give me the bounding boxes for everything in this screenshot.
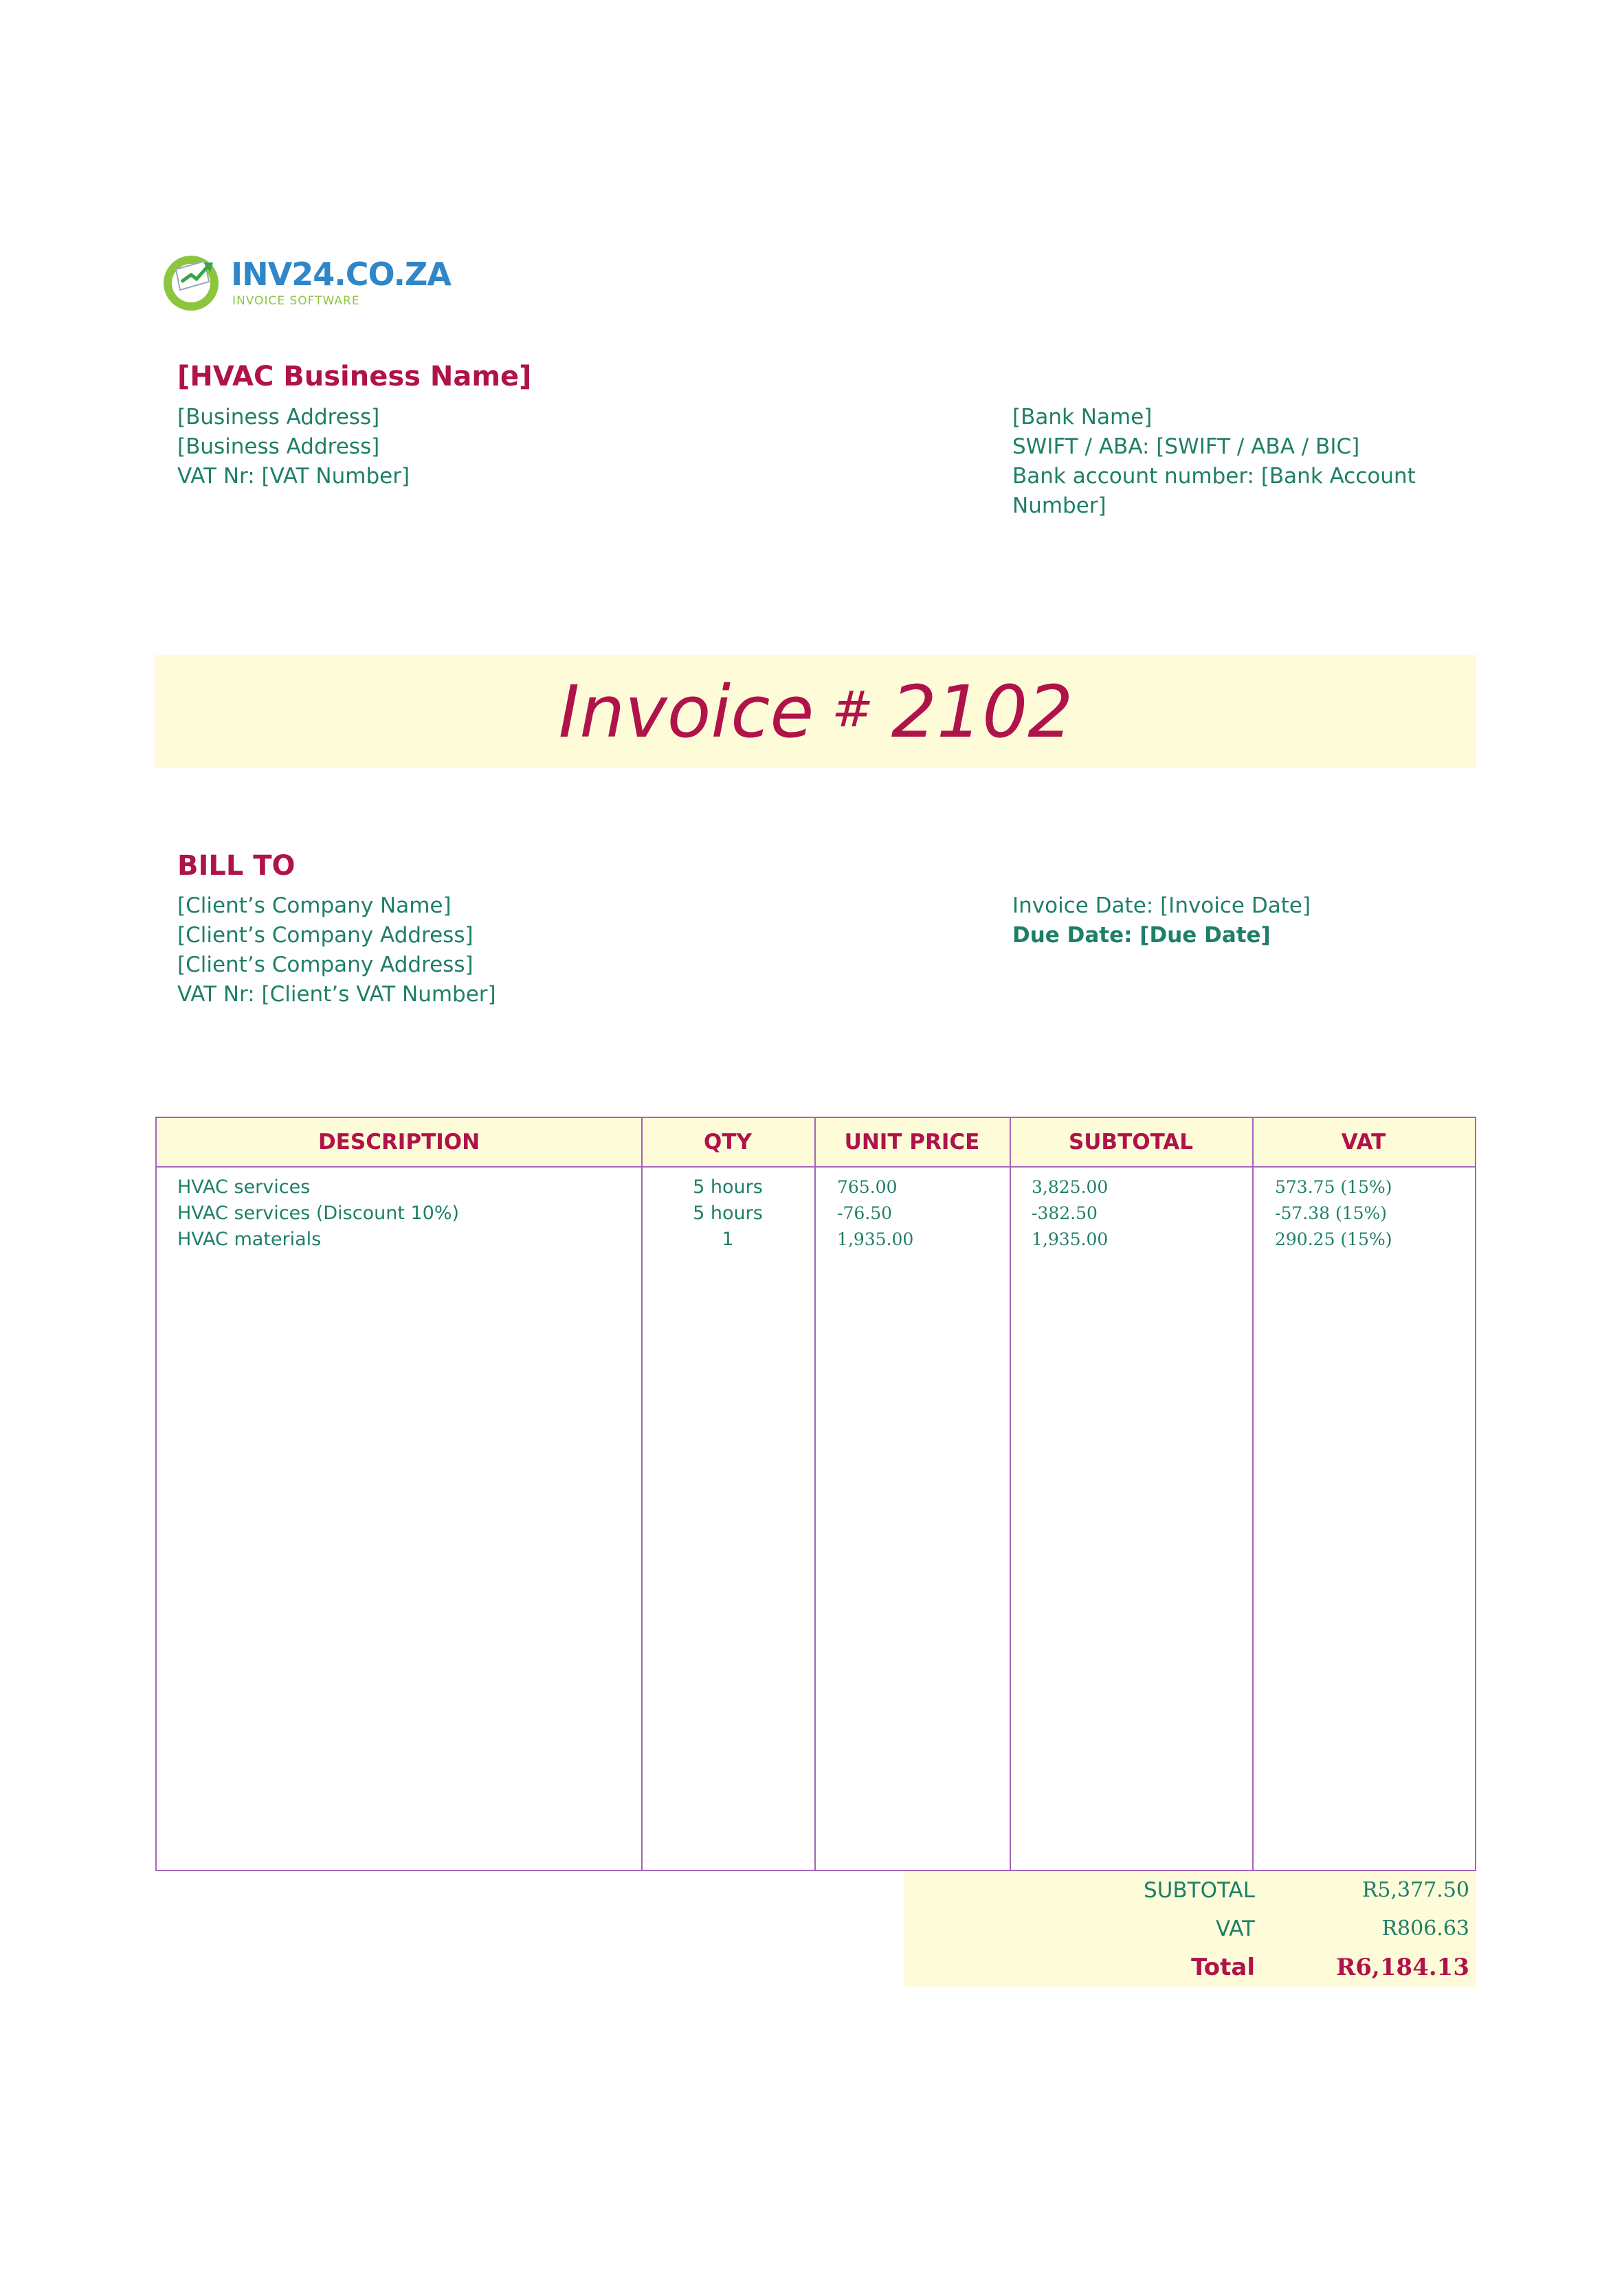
bank-details-block xyxy=(1012,403,1416,521)
row-qty: 5 hours xyxy=(693,1203,763,1224)
business-address-line: [Business Address] xyxy=(177,405,380,429)
business-name: [HVAC Business Name] xyxy=(177,361,532,392)
table-row xyxy=(157,1174,1475,1201)
client-vat-number: VAT Nr: [Client’s VAT Number] xyxy=(177,982,496,1007)
header-unit-price: UNIT PRICE xyxy=(844,1130,980,1154)
invoice-number: 2102 xyxy=(891,669,1074,754)
table-row xyxy=(157,1201,1475,1227)
total-label: Total xyxy=(1191,1954,1255,1981)
bank-account-number: Bank account number: [Bank Account xyxy=(1012,464,1416,489)
totals-subtotal-row xyxy=(904,1871,1476,1910)
row-subtotal: 1,935.00 xyxy=(1032,1229,1109,1249)
row-description: HVAC materials xyxy=(177,1229,322,1250)
row-unit-price: 765.00 xyxy=(837,1177,898,1197)
subtotal-label: SUBTOTAL xyxy=(1144,1878,1255,1903)
items-table xyxy=(155,1117,1476,1871)
row-vat: 290.25 (15%) xyxy=(1275,1229,1392,1249)
row-subtotal: 3,825.00 xyxy=(1032,1177,1109,1197)
header-subtotal: SUBTOTAL xyxy=(1068,1130,1194,1154)
logo-text: INV24.CO.ZA xyxy=(231,256,451,293)
row-qty: 1 xyxy=(722,1229,734,1250)
invoice-logo-icon xyxy=(159,246,228,315)
bank-name: [Bank Name] xyxy=(1012,405,1153,429)
items-table-header xyxy=(157,1118,1475,1168)
business-address-block xyxy=(177,403,410,491)
total-value: R6,184.13 xyxy=(1336,1954,1469,1981)
table-row xyxy=(157,1227,1475,1253)
bank-swift: SWIFT / ABA: [SWIFT / ABA / BIC] xyxy=(1012,434,1360,459)
row-subtotal: -382.50 xyxy=(1032,1203,1098,1223)
client-company-address: [Client’s Company Address] xyxy=(177,923,474,948)
client-company-name: [Client’s Company Name] xyxy=(177,893,452,918)
row-description: HVAC services (Discount 10%) xyxy=(177,1203,460,1224)
row-description: HVAC services xyxy=(177,1176,311,1198)
row-unit-price: 1,935.00 xyxy=(837,1229,914,1249)
invoice-date: Invoice Date: [Invoice Date] xyxy=(1012,893,1311,918)
subtotal-value: R5,377.50 xyxy=(1361,1878,1469,1902)
company-logo xyxy=(159,246,451,315)
business-vat-number: VAT Nr: [VAT Number] xyxy=(177,464,410,489)
invoice-title xyxy=(155,655,1476,768)
row-qty: 5 hours xyxy=(693,1176,763,1198)
vat-label: VAT xyxy=(1216,1917,1255,1941)
bill-to-block xyxy=(177,891,496,1009)
header-description: DESCRIPTION xyxy=(318,1130,480,1154)
row-unit-price: -76.50 xyxy=(837,1203,893,1223)
logo-subtitle: INVOICE SOFTWARE xyxy=(232,294,360,308)
vat-value: R806.63 xyxy=(1381,1917,1469,1941)
bank-account-number-cont: Number] xyxy=(1012,493,1106,518)
bill-to-heading: BILL TO xyxy=(177,850,296,882)
dates-block xyxy=(1012,891,1311,950)
totals-vat-row xyxy=(904,1910,1476,1948)
invoice-title-label: Invoice xyxy=(558,669,814,754)
header-vat: VAT xyxy=(1341,1130,1386,1154)
invoice-title-band xyxy=(155,655,1476,768)
invoice-hash: # xyxy=(832,680,874,738)
row-vat: 573.75 (15%) xyxy=(1275,1177,1392,1197)
row-vat: -57.38 (15%) xyxy=(1275,1203,1388,1223)
header-qty: QTY xyxy=(704,1130,752,1154)
totals-total-row xyxy=(904,1948,1476,1987)
totals-box xyxy=(904,1871,1476,1987)
business-address-line: [Business Address] xyxy=(177,434,380,459)
client-company-address: [Client’s Company Address] xyxy=(177,952,474,977)
due-date: Due Date: [Due Date] xyxy=(1012,923,1271,948)
